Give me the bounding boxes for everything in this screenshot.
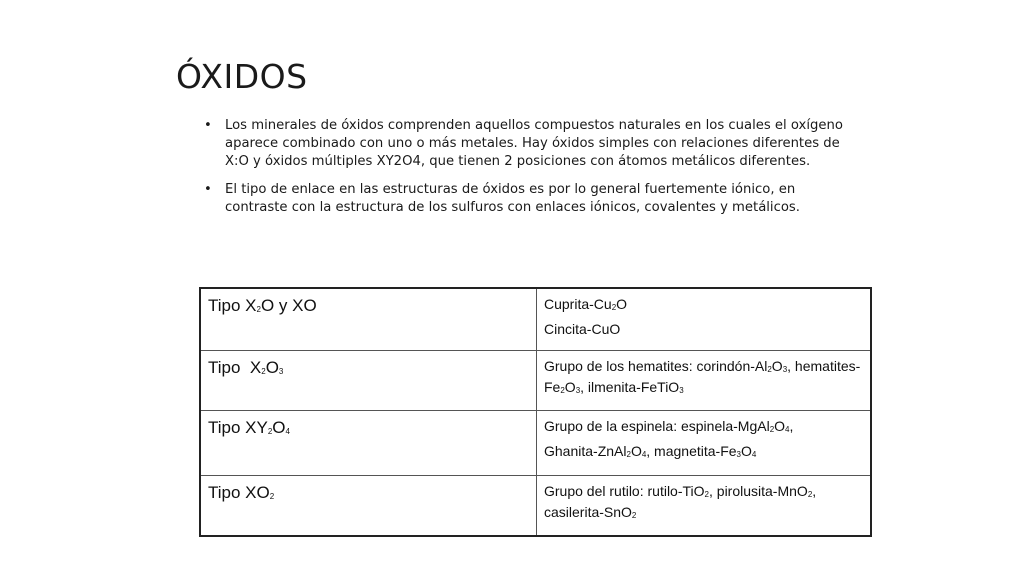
table-row: [200, 351, 871, 411]
bullet-item: [204, 117, 844, 171]
mineral-example: Cuprita-$Cu_2O$: [544, 296, 628, 312]
mineral-example: Ghanita-$ZnAl_2O_4$, magnetita-$Fe_3O_4$: [544, 443, 757, 460]
table-row: [200, 288, 871, 351]
mineral-example: Grupo del rutilo: rutilo-TiO$_2$, pirolusita-MnO$_2$, casilerita-SnO$_2$: [544, 482, 817, 520]
oxide-type-cell: Tipo $XY_2O_4$: [200, 411, 537, 476]
mineral-examples-cell: [537, 351, 872, 411]
mineral-examples-cell: [537, 411, 872, 476]
oxide-type-cell: Tipo $XO_2$: [200, 475, 537, 536]
oxide-type-cell: Tipo $X_2O$ y XO: [200, 288, 537, 351]
bullet-list: [204, 117, 844, 227]
oxide-types-table: [199, 287, 872, 537]
mineral-examples-cell: [537, 288, 872, 351]
bullet-dot: •: [204, 182, 212, 197]
mineral-example: Grupo de la espinela: espinela-$MgAl_2O_4$,: [544, 418, 794, 435]
mineral-example: Cincita-CuO: [544, 321, 621, 337]
mineral-example: Grupo de los hematites: corindón-$Al_2O_3$, hematites-$Fe_2O_3$, ilmenita-FeTiO$_3$: [544, 358, 861, 396]
bullet-text: El tipo de enlace en las estructuras de óxidos es por lo general fuertemente iónico, en contraste con la estructura de los sulfuros con enlaces iónicos, covalentes y metálicos.: [225, 182, 800, 215]
slide-title: ÓXIDOS: [176, 57, 308, 96]
bullet-text: Los minerales de óxidos comprenden aquellos compuestos naturales en los cuales el oxígeno aparece combinado con uno o más metales. Hay óxidos simples con relaciones diferentes de X:O y óxidos múltiples XY2O4, que tienen 2 posiciones con átomos metálicos diferentes.: [225, 118, 843, 169]
mineral-examples-cell: [537, 475, 872, 536]
bullet-dot: •: [204, 118, 212, 133]
oxide-type-cell: Tipo $X_2O_3$: [200, 351, 537, 411]
bullet-item: [204, 181, 844, 217]
table-row: [200, 411, 871, 476]
table-row: [200, 475, 871, 536]
